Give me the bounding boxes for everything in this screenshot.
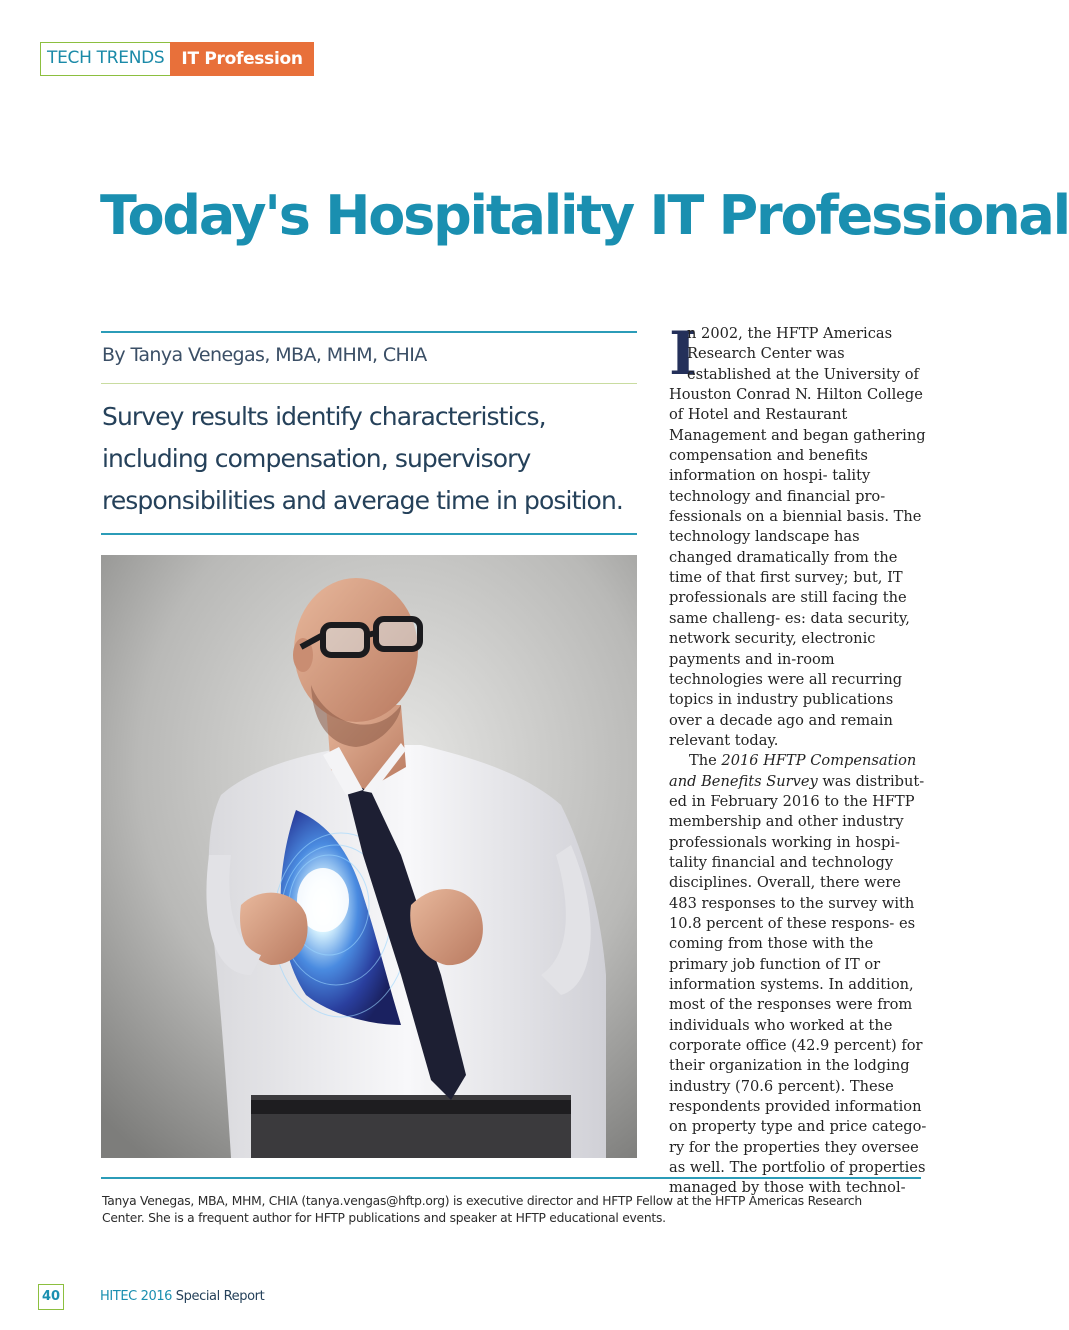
drop-cap: I	[669, 319, 698, 389]
section-category: TECH TRENDS	[40, 42, 170, 76]
article-title: Today's Hospitality IT Professional	[100, 184, 1069, 247]
paragraph-text: was distribut- ed in February 2016 to the HFTP membership and other industry professionals working in hospi- tality financial and technology disciplines. Overall, there were 483 responses to the survey with 10.8 percent of these respons- es coming from those with the primary job function of IT or information systems. In addition, most of the responses were from individuals who worked at the corporate office (42.9 percent) for their organization in the lodging industry (70.6 percent). These respondents provided information on property type and price catego- ry for the properties they oversee as well. The portfolio of properties managed by those with technol-	[669, 772, 927, 1197]
divider	[101, 383, 637, 384]
divider	[101, 533, 637, 535]
author-bio: Tanya Venegas, MBA, MHM, CHIA (tanya.vengas@hftp.org) is executive director and HFTP Fellow at the HFTP Americas Research Center. She is a frequent author for HFTP publications and speaker at HFTP educational events.	[102, 1194, 862, 1225]
divider	[101, 331, 637, 333]
page-number: 40	[38, 1284, 64, 1310]
publication-issue: Special Report	[175, 1289, 265, 1304]
survey-title: 2016 HFTP Compensation and Benefits Survey	[669, 752, 917, 790]
article-photo	[101, 555, 637, 1158]
body-paragraph	[669, 319, 927, 751]
paragraph-text: n 2002, the HFTP Americas Research Center was established at the University of Houston Conrad N. Hilton College of Hotel and Restaurant Management and began gathering compensation and benefits information on hospi- tality technology and financial pro- fessionals on a biennial basis. The technology landscape has changed dramatically from the time of that first survey; but, IT professionals are still facing the same challeng- es: data security, network security, electronic payments and in-room technologies were all recurring topics in industry publications over a decade ago and remain relevant today.	[669, 325, 926, 749]
publication-footer	[100, 1289, 264, 1304]
divider	[101, 1177, 921, 1179]
article-deck: Survey results identify characteristics, including compensation, supervisory responsibilities and average time in position.	[102, 402, 623, 515]
publication-name: HITEC 2016	[100, 1289, 173, 1304]
body-paragraph	[669, 751, 927, 1199]
section-subcategory: IT Profession	[170, 42, 313, 76]
byline: By Tanya Venegas, MBA, MHM, CHIA	[102, 344, 427, 366]
article-body	[669, 319, 927, 1199]
paragraph-text: The	[689, 752, 722, 770]
section-tag	[40, 42, 314, 76]
